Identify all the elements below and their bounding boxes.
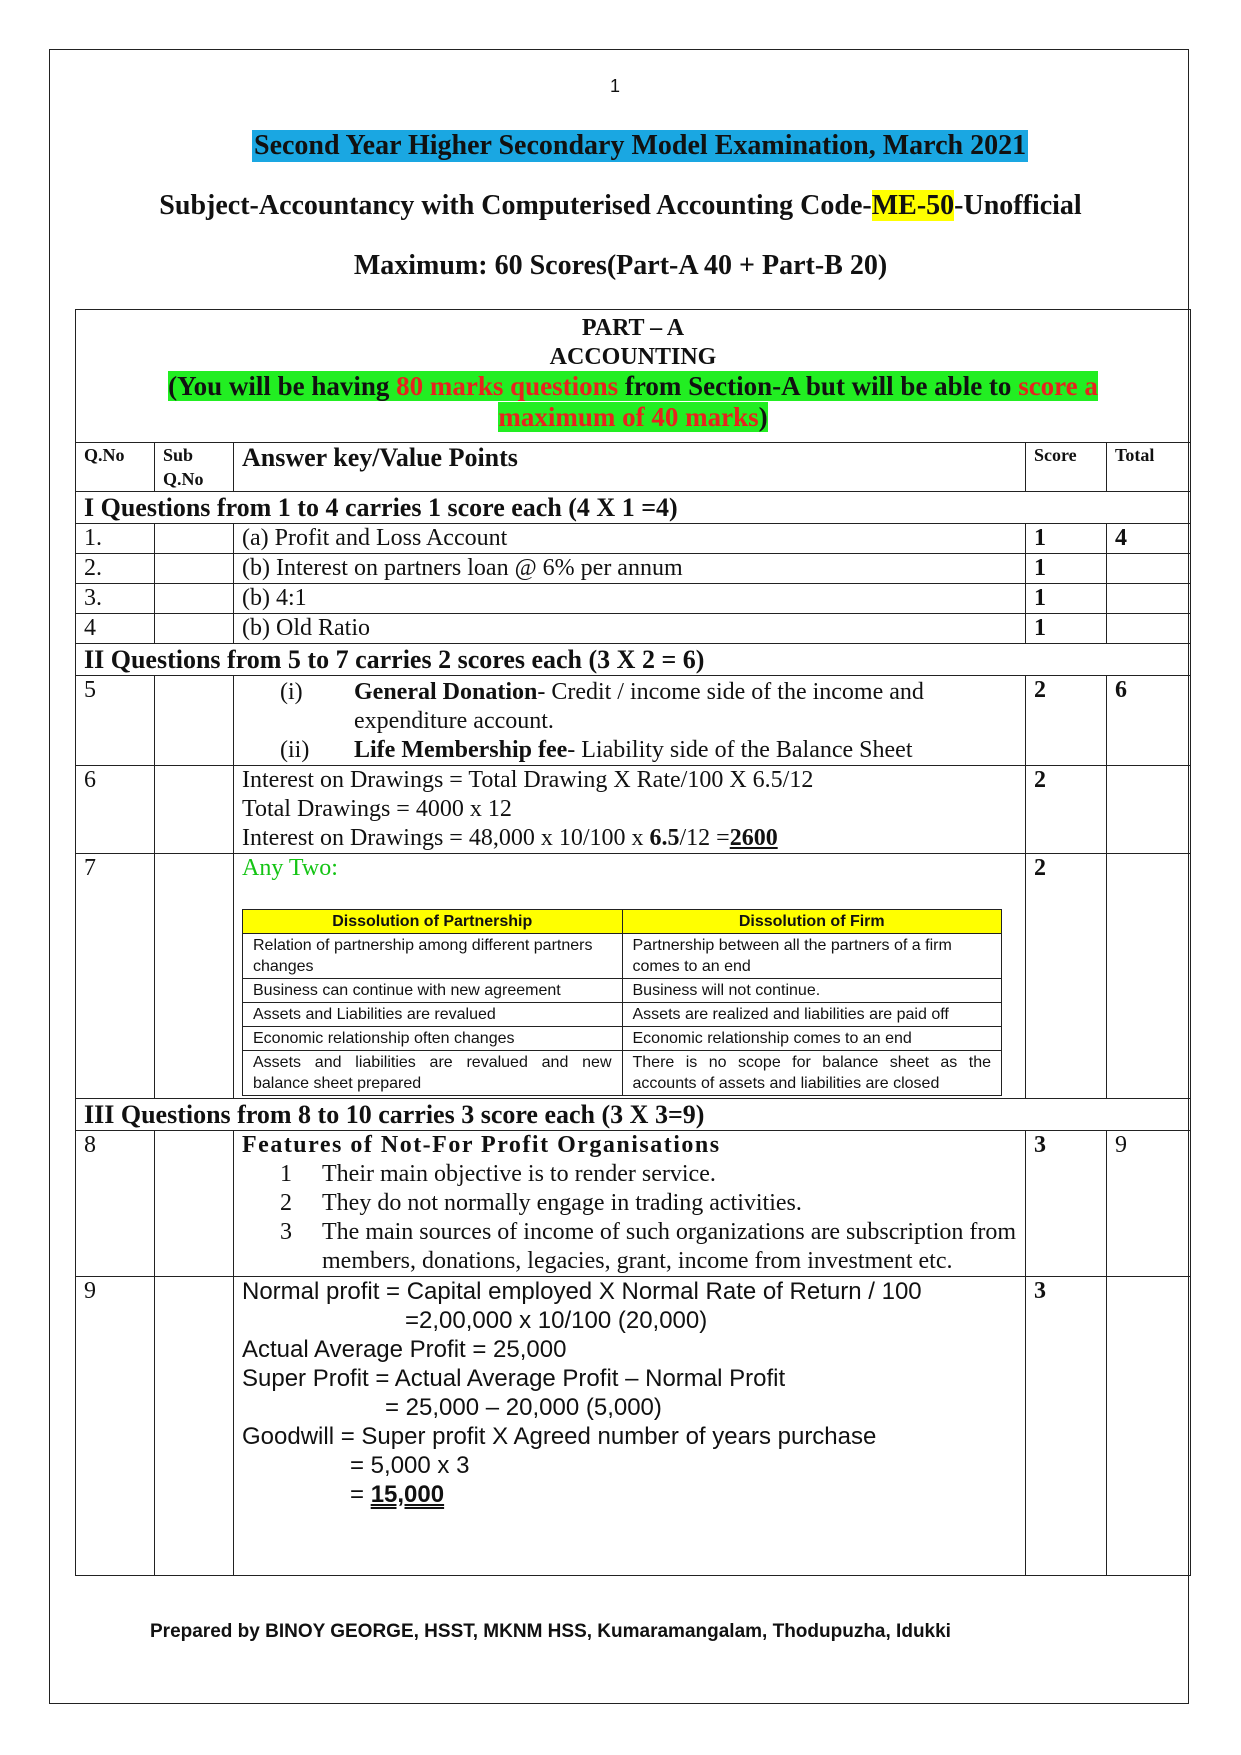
col-score: Score — [1026, 443, 1107, 492]
col-total: Total — [1107, 443, 1191, 492]
section-row: III Questions from 8 to 10 carries 3 score each (3 X 3=9) — [76, 1099, 1191, 1131]
answer-key-table — [75, 309, 1191, 1576]
subject-line — [0, 190, 1241, 222]
col-qno: Q.No — [76, 443, 155, 492]
exam-title: Second Year Higher Secondary Model Examination, March 2021 — [254, 130, 1027, 161]
column-header-row — [76, 443, 1191, 492]
question-row: 2. (b) Interest on partners loan @ 6% per annum 1 — [76, 554, 1191, 584]
any-two-label: Any Two: — [242, 855, 338, 881]
question-row: 1. (a) Profit and Loss Account 1 4 — [76, 524, 1191, 554]
part-note: (You will be having 80 marks questions from Section-A but will be able to score a maximum of 40 marks) — [168, 371, 1098, 432]
question-row: 4 (b) Old Ratio 1 — [76, 614, 1191, 644]
col-answer: Answer key/Value Points — [234, 443, 1026, 492]
subject-prefix: Subject-Accountancy with Computerised Accounting Code- — [159, 190, 872, 221]
question-row: 6 Interest on Drawings = Total Drawing X Rate/100 X 6.5/12 Total Drawings = 4000 x 12 Interest on Drawings = 48,000 x 10/100 x 6.5/12 =2600 2 — [76, 766, 1191, 854]
page-number: 1 — [610, 76, 621, 96]
question-row: 5 (i) General Donation- Credit / income side of the income and expenditure account. (ii) Life Membership fee- Liability side of the Balance Sheet 2 6 — [76, 676, 1191, 766]
question-row: 7 Any Two: Dissolution of Partnership Dissolution of Firm Relation of partnership among different partners changes Partnership between all the partners of a firm comes to an end Business can continue with new agreement Business will not continue. Assets and Liabilities are revalued Assets are realized and liabilities are paid off Economic relationship often changes Economic relationship comes to an end Assets and liabilities are revalued and new balance sheet prepared There is no scope for balance sheet as the accounts of assets and liabilities are closed 2 — [76, 854, 1191, 1099]
part-title: PART – A — [581, 315, 685, 341]
question-row: 9 Normal profit = Capital employed X Normal Rate of Return / 100 =2,00,000 x 10/100 (20,000) Actual Average Profit = 25,000 Super Profit = Actual Average Profit – Normal Profit = 25,000 – 20,000 (5,000) Goodwill = Super profit X Agreed number of years purchase = 5,000 x 3 = 15,000 3 — [76, 1277, 1191, 1576]
footer-credit: Prepared by BINOY GEORGE, HSST, MKNM HSS, Kumaramangalam, Thodupuzha, Idukki — [150, 1621, 951, 1642]
question-row: 8 Features of Not-For Profit Organisations 1 Their main objective is to render service. 2 They do not normally engage in trading activities. 3 The main sources of income of such organizations are subscription from members, donations, legacies, grant, income from investment etc. 3 9 — [76, 1131, 1191, 1277]
section-row: I Questions from 1 to 4 carries 1 score each (4 X 1 =4) — [76, 492, 1191, 524]
dissolution-comparison-table: Dissolution of Partnership Dissolution of Firm Relation of partnership among different partners changes Partnership between all the partners of a firm comes to an end Business can continue with new agreement Business will not continue. Assets and Liabilities are revalued Assets are realized and liabilities are paid off Economic relationship often changes Economic relationship comes to an end Assets and liabilities are revalued and new balance sheet prepared There is no scope for balance sheet as the accounts of assets and liabilities are closed — [242, 909, 1002, 1096]
subject-suffix: -Unofficial — [954, 190, 1082, 221]
max-scores: Maximum: 60 Scores(Part-A 40 + Part-B 20) — [353, 250, 888, 281]
col-subqno: Sub Q.No — [155, 443, 234, 492]
part-header-row — [76, 310, 1191, 443]
part-subtitle: ACCOUNTING — [549, 344, 717, 370]
section-row: II Questions from 5 to 7 carries 2 scores each (3 X 2 = 6) — [76, 644, 1191, 676]
question-row: 3. (b) 4:1 1 — [76, 584, 1191, 614]
subject-code: ME-50 — [871, 190, 955, 221]
